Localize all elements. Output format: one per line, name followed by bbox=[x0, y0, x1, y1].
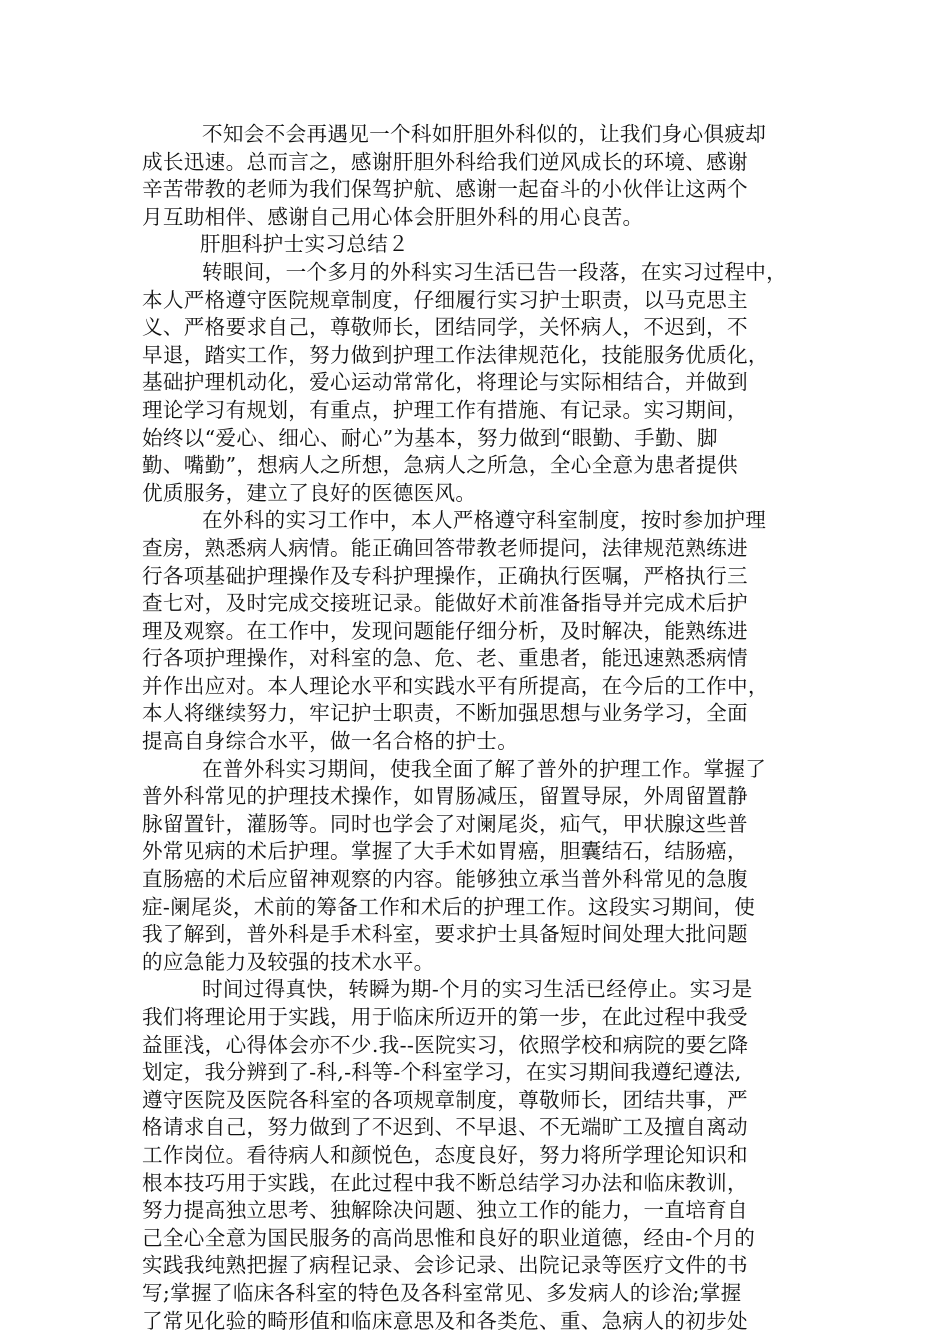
text-line: 勤、嘴勤”，想病人之所想，急病人之所急，全心全意为患者提供 bbox=[142, 453, 738, 478]
text-line: 在普外科实习期间，使我全面了解了普外的护理工作。掌握了 bbox=[202, 756, 767, 781]
text-line: 早退，踏实工作，努力做到护理工作法律规范化，技能服务优质化， bbox=[142, 342, 769, 367]
text-line: 提高自身综合水平，做一名合格的护士。 bbox=[142, 729, 519, 754]
text-line: 外常见病的术后护理。掌握了大手术如胃癌，胆囊结石，结肠癌， bbox=[142, 839, 748, 864]
text-line: 己全心全意为国民服务的高尚思惟和良好的职业道德，经由-个月的 bbox=[142, 1225, 756, 1250]
text-line: 转眼间，一个多月的外科实习生活已告一段落，在实习过程中， bbox=[202, 259, 788, 284]
text-line: 义、严格要求自己，尊敬师长，团结同学，关怀病人，不迟到，不 bbox=[142, 315, 748, 340]
text-line: 格请求自己，努力做到了不迟到、不早退、不无端旷工及擅自离动 bbox=[142, 1115, 748, 1140]
text-line: 症-阑尾炎，术前的筹备工作和术后的护理工作。这段实习期间，使 bbox=[142, 894, 756, 919]
text-line: 始终以“爱心、细心、耐心”为基本，努力做到“眼勤、手勤、脚 bbox=[142, 425, 718, 450]
text-line: 实践我纯熟把握了病程记录、会诊记录、出院记录等医疗文件的书 bbox=[142, 1253, 748, 1278]
text-line: 基础护理机动化，爱心运动常常化，将理论与实际相结合，并做到 bbox=[142, 370, 748, 395]
text-line: 在外科的实习工作中，本人严格遵守科室制度，按时参加护理 bbox=[202, 508, 767, 533]
text-line: 的应急能力及较强的技术水平。 bbox=[142, 949, 435, 974]
text-line: 本人严格遵守医院规章制度，仔细履行实习护士职责，以马克思主 bbox=[142, 287, 748, 312]
text-line: 查房，熟悉病人病情。能正确回答带教老师提问，法律规范熟练进 bbox=[142, 535, 748, 560]
text-line: 辛苦带教的老师为我们保驾护航、感谢一起奋斗的小伙伴让这两个 bbox=[142, 177, 748, 202]
text-line: 并作出应对。本人理论水平和实践水平有所提高，在今后的工作中， bbox=[142, 673, 769, 698]
text-line: 遵守医院及医院各科室的各项规章制度，尊敬师长，团结共事，严 bbox=[142, 1087, 748, 1112]
text-line: 我们将理论用于实践，用于临床所迈开的第一步，在此过程中我受 bbox=[142, 1005, 748, 1029]
document-body bbox=[142, 121, 814, 1335]
text-line: 不知会不会再遇见一个科如肝胆外科似的，让我们身心俱疲却 bbox=[202, 122, 767, 146]
text-line: 普外科常见的护理技术操作，如胃肠减压，留置导尿，外周留置静 bbox=[142, 784, 748, 809]
text-line: 写;掌握了临床各科室的特色及各科室常见、多发病人的诊治;掌握 bbox=[142, 1280, 742, 1305]
text-line: 工作岗位。看待病人和颜悦色，态度良好，努力将所学理论知识和 bbox=[142, 1142, 748, 1167]
text-line: 月互助相伴、感谢自己用心体会肝胆外科的用心良苦。 bbox=[142, 204, 644, 229]
text-line: 行各项护理操作，对科室的急、危、老、重患者，能迅速熟悉病情 bbox=[142, 646, 748, 671]
text-line: 脉留置针，灌肠等。同时也学会了对阑尾炎，疝气，甲状腺这些普 bbox=[142, 811, 748, 836]
text-line: 划定，我分辨到了-科,-科等-个科室学习，在实习期间我遵纪遵法, bbox=[142, 1060, 742, 1085]
text-line: 行各项基础护理操作及专科护理操作，正确执行医嘱，严格执行三 bbox=[142, 563, 748, 588]
text-line: 努力提高独立思考、独解除决问题、独立工作的能力，一直培育自 bbox=[142, 1198, 748, 1223]
text-line: 直肠癌的术后应留神观察的内容。能够独立承当普外科常见的急腹 bbox=[142, 867, 748, 892]
text-line: 本人将继续努力，牢记护士职责，不断加强思想与业务学习，全面 bbox=[142, 701, 748, 726]
text-line: 理及观察。在工作中，发现问题能仔细分析，及时解决，能熟练进 bbox=[142, 618, 748, 643]
text-line: 益匪浅，心得体会亦不少.我--医院实习，依照学校和病院的要乞降 bbox=[142, 1032, 749, 1057]
text-line: 成长迅速。总而言之，感谢肝胆外科给我们逆风成长的环境、感谢 bbox=[142, 149, 748, 174]
text-line: 查七对，及时完成交接班记录。能做好术前准备指导并完成术后护 bbox=[142, 591, 748, 616]
text-line: 理论学习有规划，有重点，护理工作有措施、有记录。实习期间， bbox=[142, 397, 748, 422]
text-line: 我了解到，普外科是手术科室，要求护士具备短时间处理大批问题 bbox=[142, 922, 748, 947]
text-line: 根本技巧用于实践，在此过程中我不断总结学习办法和临床教训， bbox=[142, 1170, 748, 1195]
text-line: 优质服务，建立了良好的医德医风。 bbox=[142, 480, 477, 505]
section-heading: 肝胆科护士实习总结２ bbox=[200, 232, 409, 257]
text-line: 时间过得真快，转瞬为期-个月的实习生活已经停止。实习是 bbox=[202, 977, 753, 1002]
text-line: 了常见化验的畸形值和临床意思及和各类危、重、急病人的初步处 bbox=[142, 1308, 748, 1333]
